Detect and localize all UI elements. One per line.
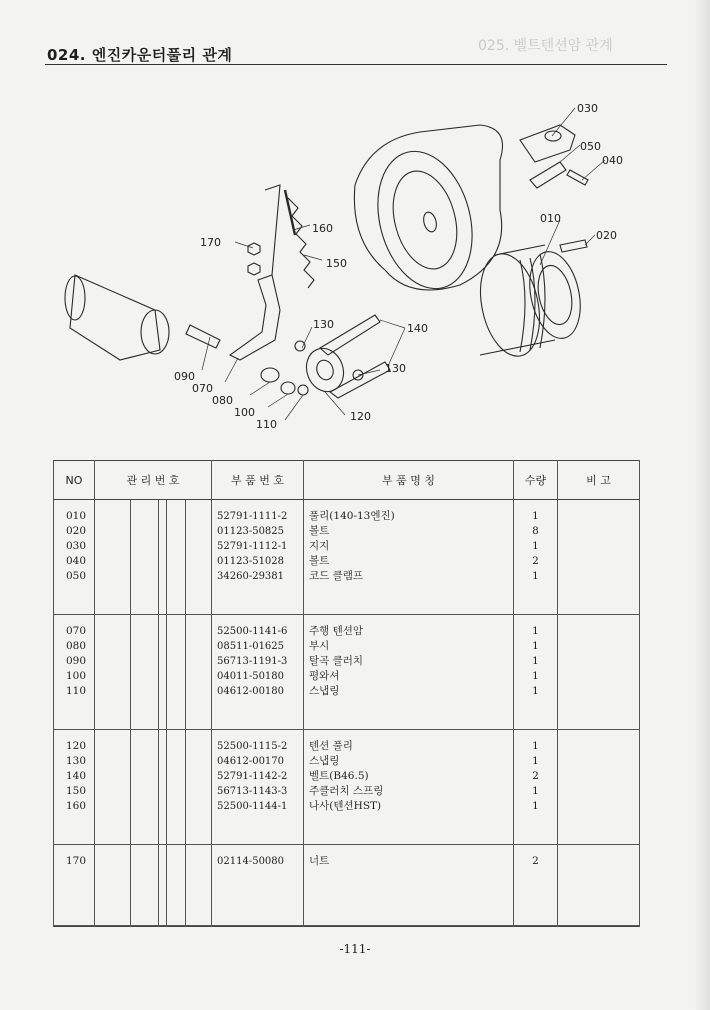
row-part-no: 52500-1144-1 (217, 800, 288, 812)
row-qty: 1 (532, 540, 539, 552)
row-no: 110 (66, 684, 87, 697)
header-remark: 비 고 (558, 461, 640, 500)
scan-edge-shadow (694, 0, 710, 1010)
callout-020: 020 (596, 229, 617, 242)
row-qty: 2 (532, 555, 539, 567)
row-qty: 1 (532, 510, 539, 522)
row-part-no: 56713-1143-3 (217, 785, 288, 797)
callout-170: 170 (200, 236, 221, 249)
row-qty: 1 (532, 624, 539, 637)
row-part-no: 02114-50080 (217, 855, 285, 867)
header-qty: 수량 (514, 461, 558, 500)
page-title: 024. 엔진카운터풀리 관계 (47, 46, 233, 64)
counter-pulley-body (363, 141, 486, 300)
callout-110: 110 (256, 418, 277, 431)
row-qty: 1 (532, 669, 539, 682)
row-part-name: 탈곡 클러치 (309, 654, 364, 667)
row-no: 020 (66, 525, 87, 537)
row-part-name: 텐션 풀리 (309, 739, 353, 752)
row-qty: 1 (532, 684, 539, 697)
row-no: 070 (66, 624, 87, 637)
row-qty: 1 (532, 739, 539, 752)
table-row-group (54, 729, 640, 844)
row-no: 140 (66, 769, 87, 782)
row-no: 080 (66, 639, 87, 652)
row-part-name: 볼트 (309, 525, 330, 537)
tension-arm-070 (230, 275, 280, 360)
row-part-name: 나사(텐션HST) (309, 799, 382, 812)
row-part-no: 04612-00170 (217, 755, 285, 767)
row-no: 050 (66, 570, 87, 582)
row-part-no: 52500-1115-2 (217, 740, 288, 752)
row-part-no: 56713-1191-3 (217, 655, 288, 667)
header-part-no: 부 품 번 호 (212, 461, 304, 500)
row-qty: 1 (532, 639, 539, 652)
header-part-name: 부 품 명 칭 (304, 461, 514, 500)
row-part-name: 코드 클램프 (309, 570, 364, 582)
row-part-no: 34260-29381 (217, 571, 285, 582)
bush-080 (261, 368, 279, 382)
callout-160: 160 (312, 222, 333, 235)
screw-160 (285, 190, 295, 235)
row-part-no: 52791-1111-2 (217, 511, 288, 522)
row-part-no: 01123-50825 (217, 526, 285, 537)
row-qty: 8 (532, 525, 539, 537)
row-part-no: 04612-00180 (217, 685, 285, 697)
row-qty: 1 (532, 570, 539, 582)
row-no: 100 (66, 669, 87, 682)
row-no: 120 (66, 739, 87, 752)
engine-housing (354, 125, 502, 290)
row-part-name: 평와셔 (309, 669, 340, 682)
callout-050: 050 (580, 140, 601, 153)
snap-ring-110 (298, 385, 308, 395)
parts-table (53, 460, 640, 927)
row-part-name: 스냅링 (309, 754, 340, 767)
row-part-no: 04011-50180 (217, 670, 285, 682)
pulley-010 (472, 248, 548, 361)
row-no: 160 (66, 799, 87, 812)
row-no: 010 (66, 510, 87, 522)
callout-130-upper: 130 (313, 318, 334, 331)
header-management-no: 관 리 번 호 (95, 461, 212, 500)
row-no: 130 (66, 754, 87, 767)
callout-070: 070 (192, 382, 213, 395)
title-divider (45, 64, 667, 65)
callout-040: 040 (602, 154, 623, 167)
row-no: 150 (66, 784, 87, 797)
washer-100 (281, 382, 295, 394)
bolt-020 (560, 240, 587, 252)
row-no: 040 (66, 555, 87, 567)
callout-030: 030 (577, 102, 598, 115)
row-part-name: 너트 (309, 854, 330, 867)
callout-090: 090 (174, 370, 195, 383)
header-no: NO (54, 461, 95, 500)
callout-100: 100 (234, 406, 255, 419)
row-part-name: 풀리(140-13엔진) (309, 510, 395, 522)
exploded-parts-diagram (40, 70, 680, 440)
page-number: -111- (339, 942, 371, 956)
table-row-group (54, 614, 640, 729)
callout-120: 120 (350, 410, 371, 423)
row-qty: 1 (532, 784, 539, 797)
row-part-no: 08511-01625 (217, 640, 285, 652)
row-part-no: 52791-1112-1 (217, 541, 288, 552)
row-qty: 1 (532, 799, 539, 812)
row-qty: 2 (532, 854, 539, 867)
row-part-no: 52500-1141-6 (217, 625, 288, 637)
table-row-group (54, 844, 640, 925)
callout-150: 150 (326, 257, 347, 270)
row-no: 030 (66, 540, 87, 552)
callout-130-lower: 130 (385, 362, 406, 375)
row-part-name: 벨트(B46.5) (309, 769, 369, 782)
callout-010: 010 (540, 212, 561, 225)
row-part-name: 볼트 (309, 555, 330, 567)
row-qty: 2 (532, 769, 539, 782)
callout-140: 140 (407, 322, 428, 335)
table-empty-row (54, 925, 640, 926)
callout-080: 080 (212, 394, 233, 407)
bleed-through-title: 025. 벨트텐션암 관계 (478, 38, 613, 54)
row-part-no: 52791-1142-2 (217, 770, 288, 782)
nut-170 (248, 243, 260, 255)
table-row-group (54, 500, 640, 615)
row-part-name: 스냅링 (309, 684, 340, 697)
row-no: 090 (66, 654, 87, 667)
row-part-name: 주클러치 스프링 (309, 784, 384, 797)
row-no: 170 (66, 854, 87, 867)
row-part-no: 01123-51028 (217, 556, 285, 567)
table-header-row (54, 461, 640, 500)
cord-clamp-050 (530, 162, 566, 188)
row-part-name: 주행 텐션암 (309, 624, 364, 637)
row-qty: 1 (532, 754, 539, 767)
row-part-name: 지지 (309, 540, 330, 552)
row-part-name: 부시 (309, 639, 330, 652)
row-qty: 1 (532, 654, 539, 667)
spring-150 (288, 198, 314, 288)
